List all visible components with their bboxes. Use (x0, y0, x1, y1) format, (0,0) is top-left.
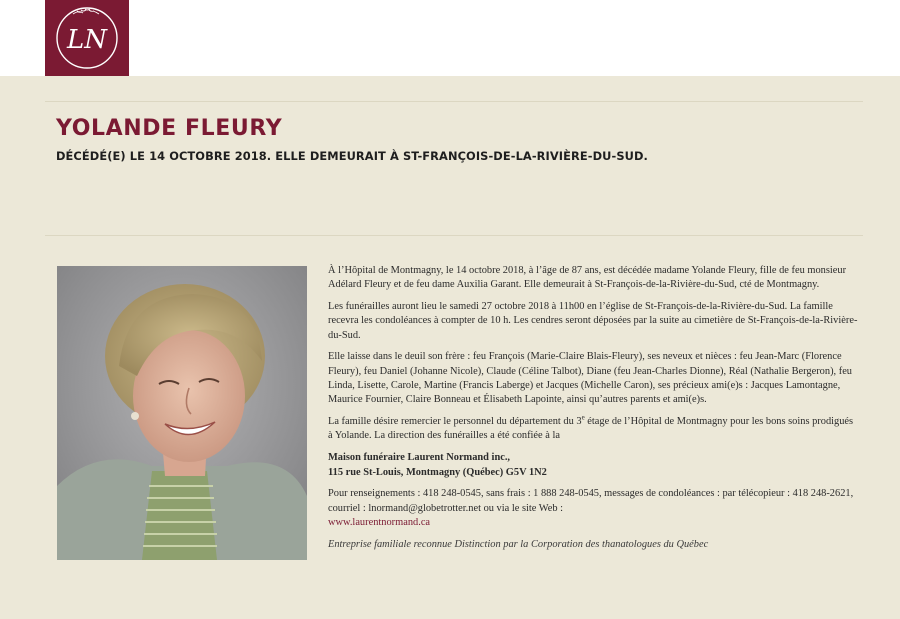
divider (45, 235, 863, 236)
logo-monogram: LN (66, 25, 108, 55)
obituary-subtitle: DÉCÉDÉ(E) LE 14 OCTOBRE 2018. ELLE DEMEURAIT À ST-FRANÇOIS-DE-LA-RIVIÈRE-DU-SUD. (56, 149, 648, 163)
funeral-home-address: 115 rue St-Louis, Montmagny (Québec) G5V 1N2 (328, 466, 547, 478)
contact-text: Pour renseignements : 418 248-0545, sans frais : 1 888 248-0545, messages de condoléances : par télécopieur : 418 248-2621, courriel : lnormand@globetrotter.net ou via le site Web : (328, 488, 854, 514)
obituary-photo (57, 266, 307, 560)
obituary-text (328, 264, 858, 560)
divider (45, 101, 863, 102)
logo-emblem-icon (45, 0, 129, 76)
thanks-text: La famille désire remercier le personnel du département du 3 (328, 416, 582, 428)
obituary-paragraph: Les funérailles auront lieu le samedi 27 octobre 2018 à 11h00 en l’église de St-François-de-la-Rivière-du-Sud. La famille recevra les condoléances à compter de 10 h. Les cendres seront déposées par la suite au cimetière de St-François-de-la-Rivière-du-Sud. (328, 301, 858, 341)
thanks-paragraph (328, 415, 858, 444)
ordinal-suffix: e (581, 413, 585, 422)
obituary-paragraph: À l’Hôpital de Montmagny, le 14 octobre 2018, à l’âge de 87 ans, est décédée madame Yolande Fleury, fille de feu monsieur Adélard Fleury et de feu dame Auxilia Garant. Elle demeurait à St-François-de-la-Rivière-du-Sud, cté de Montmagny. (328, 265, 847, 291)
obituary-section (0, 76, 900, 619)
footer-note: Entreprise familiale reconnue Distinction par la Corporation des thanatologues du Québec (328, 538, 709, 550)
funeral-home-name: Maison funéraire Laurent Normand inc., (328, 452, 511, 464)
thanks-text: étage de l’Hôpital de Montmagny pour les bons soins prodigués à Yolande. La direction des funérailles a été confiée à la (328, 416, 854, 442)
site-header (0, 0, 900, 76)
obituary-name: YOLANDE FLEURY (56, 116, 283, 141)
contact-info (328, 487, 858, 530)
website-link[interactable]: www.laurentnormand.ca (328, 516, 431, 528)
obituary-paragraph: Elle laisse dans le deuil son frère : feu François (Marie-Claire Blais-Fleury), ses neveux et nièces : feu Jean-Marc (Florence Fleury), feu Daniel (Johanne Nicole), Claude (Céline Talbot), Diane (feu Jean-Charles Dionne), Réal (Nathalie Bergeron), feu Linda, Lisette, Carole, Martine (Francis Laberge) et Jacques (Michelle Caron), ses précieux ami(e)s : Jacques Lamontagne, Maurice Fournier, Claire Bonneau et Élisabeth Lapointe, ainsi qu’autres parents et ami(e)s. (328, 351, 853, 406)
funeral-home (328, 451, 858, 480)
logo[interactable] (45, 0, 129, 76)
